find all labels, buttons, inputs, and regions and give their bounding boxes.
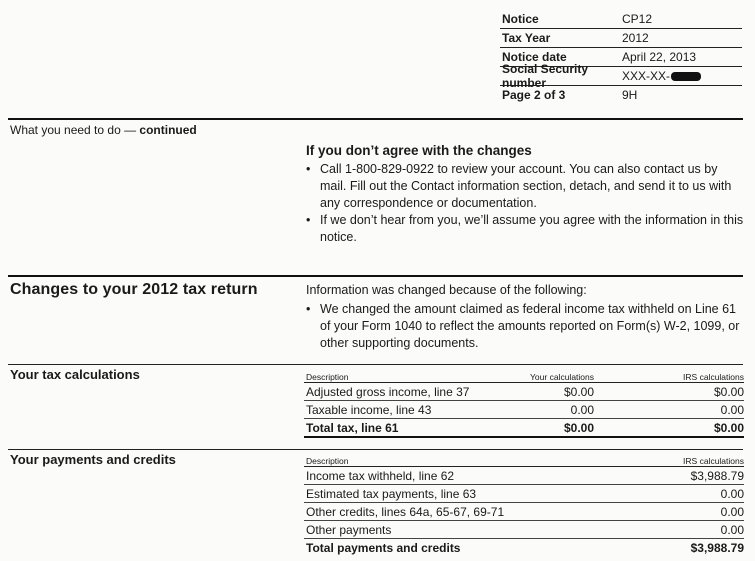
section-divider (8, 275, 743, 277)
row-irs-value: 0.00 (720, 504, 744, 519)
col-description: Description (306, 456, 349, 466)
total-description: Total tax, line 61 (306, 420, 399, 435)
table-row (304, 521, 744, 539)
row-irs-value: 0.00 (720, 486, 744, 501)
payments-table (304, 454, 744, 556)
section-divider (8, 364, 743, 365)
table-total-row (304, 539, 744, 556)
row-your-value: 0.00 (570, 402, 594, 417)
header-row-notice (500, 10, 742, 29)
changes-bullets (306, 301, 746, 352)
label-continued: continued (139, 123, 197, 137)
col-irs-calculations: IRS calculations (683, 456, 744, 466)
header-label: Notice date (502, 50, 567, 64)
table-header (304, 370, 744, 383)
row-description: Other payments (306, 522, 392, 537)
header-row-ssn (500, 62, 742, 90)
row-your-value: $0.00 (563, 384, 594, 399)
total-irs-value: $3,988.79 (690, 540, 744, 555)
col-irs-calculations: IRS calculations (683, 372, 744, 382)
col-description: Description (306, 372, 349, 382)
ssn-value: XXX-XX- (622, 69, 671, 83)
header-label: Tax Year (502, 31, 551, 45)
row-description: Other credits, lines 64a, 65-67, 69-71 (306, 504, 505, 519)
row-description: Adjusted gross income, line 37 (306, 384, 470, 399)
header-value: 2012 (622, 31, 649, 45)
changes-intro: Information was changed because of the following: (306, 283, 587, 297)
row-description: Income tax withheld, line 62 (306, 468, 455, 483)
table-row (304, 383, 744, 401)
redaction-mark (671, 72, 701, 81)
changes-title: Changes to your 2012 tax return (10, 281, 258, 298)
header-row-tax-year (500, 29, 742, 48)
header-value: 9H (622, 88, 638, 102)
label-prefix: What you need to do — (10, 123, 140, 137)
section-divider (8, 118, 743, 120)
tax-calc-title: Your tax calculations (10, 367, 140, 382)
header-value: CP12 (622, 12, 653, 26)
row-description: Estimated tax payments, line 63 (306, 486, 477, 501)
row-irs-value: $3,988.79 (690, 468, 744, 483)
payments-title: Your payments and credits (10, 452, 176, 467)
header-label: Notice (502, 12, 539, 26)
row-irs-value: 0.00 (720, 402, 744, 417)
header-label: Social Security number (502, 62, 589, 90)
table-row (304, 467, 744, 485)
total-irs-value: $0.00 (713, 420, 744, 435)
bullet-item: • If we don’t hear from you, we’ll assume you agree with the information in this notice. (306, 212, 746, 246)
tax-calc-table (304, 370, 744, 438)
table-row (304, 485, 744, 503)
row-irs-value: 0.00 (720, 522, 744, 537)
notice-header-table (500, 10, 742, 104)
row-irs-value: $0.00 (713, 384, 744, 399)
table-header (304, 454, 744, 467)
total-description: Total payments and credits (306, 540, 461, 555)
table-total-row (304, 419, 744, 438)
bullet-item: • We changed the amount claimed as federal income tax withheld on Line 61 of your Form 1040 to reflect the amounts reported on Form(s) W-2, 1099, or other supporting documents. (306, 301, 746, 352)
header-row-page (500, 86, 742, 104)
header-label: Page 2 of 3 (502, 88, 566, 102)
total-your-value: $0.00 (563, 420, 594, 435)
disagree-heading: If you don’t agree with the changes (306, 143, 532, 158)
table-row (304, 503, 744, 521)
table-row (304, 401, 744, 419)
header-value: April 22, 2013 (622, 50, 697, 64)
row-description: Taxable income, line 43 (306, 402, 432, 417)
col-your-calculations: Your calculations (530, 372, 594, 382)
disagree-bullets (306, 161, 746, 246)
what-to-do-label (10, 123, 197, 137)
bullet-item: • Call 1-800-829-0922 to review your account. You can also contact us by mail. Fill out the Contact information section, detach, and send it to us with any correspondence or documentation. (306, 161, 746, 212)
section-divider (8, 449, 743, 450)
header-value (622, 69, 742, 83)
